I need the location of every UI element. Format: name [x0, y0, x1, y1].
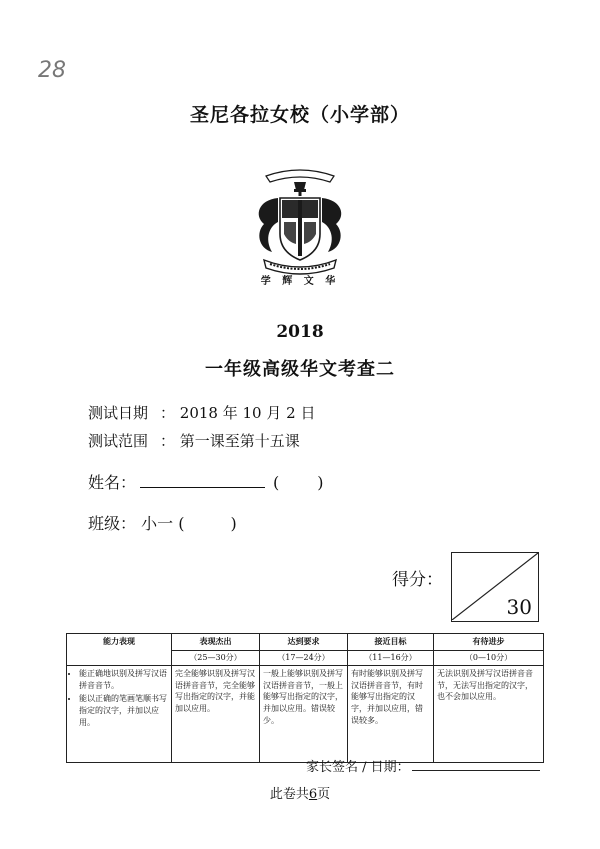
rubric-cell-excellent: 完全能够识别及拼写汉语拼音音节，完全能够写出指定的汉字，并能加以应用。	[172, 666, 260, 763]
test-date-value: 2018 年 10 月 2 日	[179, 404, 316, 422]
test-scope-sep: ：	[160, 432, 176, 450]
name-paren-open: (	[273, 473, 280, 492]
ability-point: • 能以正确的笔画笔顺书写指定的汉字，并加以应用。	[79, 693, 168, 728]
page-count-prefix: 此卷共	[269, 787, 309, 802]
parent-signature-label: 家长签名 / 日期：	[306, 760, 410, 775]
school-crest	[248, 160, 352, 290]
rubric-header-excellent: 表现杰出 （25—30分）	[172, 634, 260, 666]
name-label: 姓名：	[88, 473, 137, 492]
rubric-cell-meets: 一般上能够识别及拼写汉语拼音音节，一般上能够写出指定的汉字，并加以应用。错误较少。	[260, 666, 348, 763]
test-date-label: 测试日期	[88, 404, 149, 422]
handwritten-page-number: 28	[38, 58, 66, 83]
mantling-right	[322, 198, 341, 252]
class-paren-open: (	[178, 514, 185, 533]
top-ribbon	[266, 170, 334, 182]
ability-point: • 能正确地识别及拼写汉语拼音音节。	[79, 668, 168, 691]
page-count	[0, 783, 600, 802]
rubric-header-needs-improvement: 有待进步 （0—10分）	[434, 634, 544, 666]
rubric-body-row	[67, 666, 544, 763]
rubric-header-row	[67, 634, 544, 666]
exam-year: 2018	[276, 322, 324, 342]
page-count-suffix: 页	[317, 787, 331, 802]
rubric-cell-approaching: 有时能够识别及拼写汉语拼音音节，有时能够写出指定的汉字，并加以应用，错误较多。	[348, 666, 434, 763]
name-paren-close: )	[317, 473, 324, 492]
class-value: 小一	[141, 514, 174, 533]
test-date-row	[88, 402, 315, 423]
score-box[interactable]	[451, 552, 539, 622]
crest-emblem	[248, 160, 352, 290]
rubric-header-meets: 达到要求 （17—24分）	[260, 634, 348, 666]
test-scope-row	[88, 430, 300, 451]
exam-title: 一年级高级华文考查二	[205, 359, 395, 380]
score-total: 30	[506, 595, 532, 619]
name-row	[88, 470, 324, 493]
class-label: 班级：	[88, 514, 137, 533]
class-paren-close: )	[230, 514, 237, 533]
rubric-header-approaching: 接近目标 （11—16分）	[348, 634, 434, 666]
rubric-table	[66, 633, 544, 763]
parent-signature-row	[306, 756, 540, 775]
test-scope-value: 第一课至第十五课	[179, 432, 300, 450]
rubric-header-ability: 能力表现	[67, 634, 172, 666]
score-label: 得分：	[392, 570, 443, 590]
page-count-number: 6	[308, 787, 318, 802]
rubric-cell-needs-improvement: 无法识别及拼写汉语拼音音节，无法写出指定的汉字，也不会加以应用。	[434, 666, 544, 763]
test-scope-label: 测试范围	[88, 432, 149, 450]
test-date-sep: ：	[160, 404, 176, 422]
class-row	[88, 511, 237, 534]
mantling-left	[259, 198, 278, 252]
parent-signature-blank[interactable]	[412, 758, 540, 771]
name-blank[interactable]	[140, 473, 265, 488]
rubric-ability-cell	[67, 666, 172, 763]
school-name: 圣尼各拉女校（小学部）	[189, 104, 410, 126]
crest-motto: 学 辉 文 华	[260, 276, 340, 287]
